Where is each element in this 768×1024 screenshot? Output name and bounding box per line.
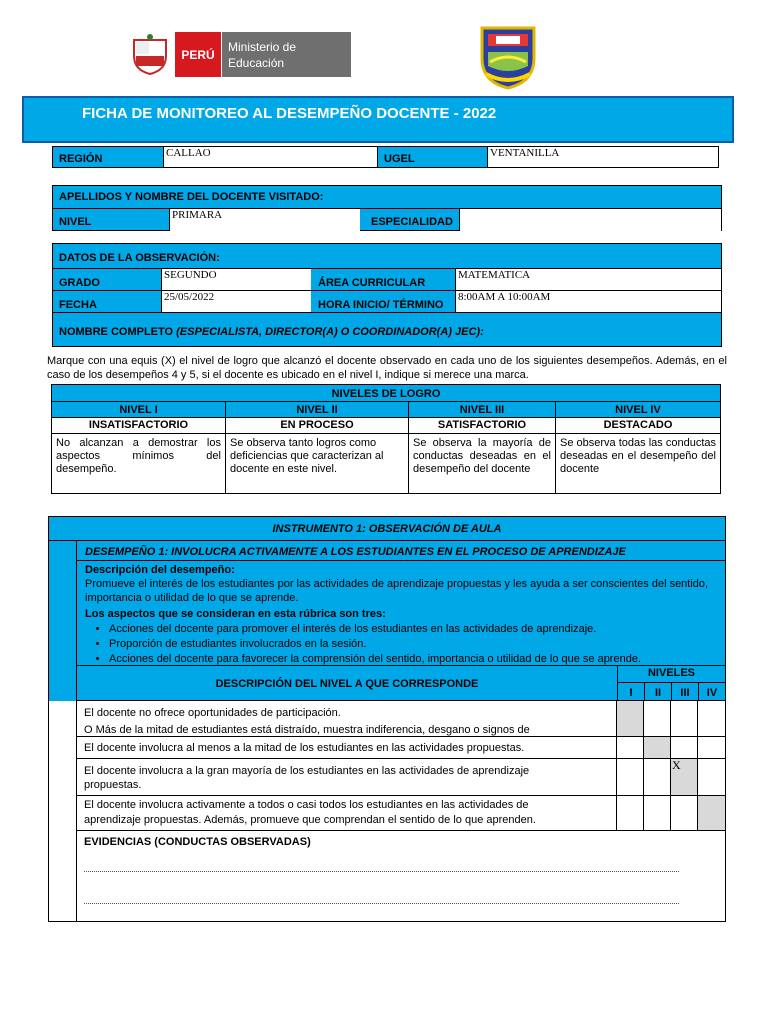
area-label: ÁREA CURRICULAR (318, 277, 426, 289)
performance-title-bar (76, 541, 725, 561)
level-4-desc: Se observa todas las conductas deseadas en el desempeño del docente (555, 434, 720, 493)
row-4-desc (84, 798, 614, 828)
teacher-name-label: APELLIDOS Y NOMBRE DEL DOCENTE VISITADO: (59, 191, 324, 203)
level-1-header: NIVEL I (52, 402, 225, 418)
row-3-level-2[interactable] (643, 759, 670, 795)
ugel-value[interactable]: VENTANILLA (487, 147, 718, 167)
aspects-list (85, 622, 717, 667)
level-col-4: IV (698, 682, 725, 701)
observer-paren: (ESPECIALISTA, DIRECTOR(A) O COORDINADOR(A) JEC): (176, 326, 484, 338)
observer-label-text: NOMBRE COMPLETO (59, 326, 174, 338)
observation-section (52, 243, 722, 347)
evidence-line (84, 903, 679, 904)
region-value[interactable]: CALLAO (163, 147, 377, 167)
row-1-line1: El docente no ofrece oportunidades de participación. (84, 707, 341, 719)
time-label: HORA INICIO/ TÉRMINO (318, 299, 444, 311)
row-1-level-4[interactable] (697, 701, 725, 736)
row-3-level-3[interactable] (670, 759, 697, 795)
row-2-level-1[interactable] (616, 737, 643, 758)
aspect-item: • Acciones del docente para promover el interés de los estudiantes en las actividades de aprendizaje. (109, 622, 717, 637)
teacher-section (52, 185, 722, 231)
level-2-name: EN PROCESO (225, 418, 408, 434)
table-row (77, 737, 725, 759)
ministry-box (222, 32, 351, 77)
level-4-name: DESTACADO (555, 418, 720, 434)
evidence-line (84, 871, 679, 872)
rubric-header (76, 665, 725, 701)
table-row (77, 701, 725, 737)
row-3-line1: El docente involucra a la gran mayoría de los estudiantes en las actividades de aprendizaje (84, 765, 530, 777)
region-label: REGIÓN (53, 147, 163, 167)
level-col-2: II (644, 682, 671, 701)
row-3-level-4[interactable] (697, 759, 725, 795)
instructions-text: Marque con una equis (X) el nivel de logro que alcanzó el docente observado en cada uno de los siguientes desempeños. Además, en el caso de los desempeños 4 y 5, si el docente es ubicado en el nivel I, indique si merece una marca. (47, 355, 727, 381)
observation-title: DATOS DE LA OBSERVACIÓN: (59, 252, 220, 264)
desc-label: Descripción del desempeño: (85, 564, 235, 576)
time-value[interactable]: 8:00AM A 10:00AM (455, 291, 721, 313)
level-3-name: SATISFACTORIO (408, 418, 555, 434)
row-1-line2: O Más de la mitad de estudiantes está distraído, muestra indiferencia, desgano o signos de (84, 724, 530, 736)
row-3-line2: propuestas. (84, 779, 142, 791)
selected-mark: X (672, 758, 681, 772)
level-4-header: NIVEL IV (555, 402, 720, 418)
observer-row (53, 312, 721, 346)
level-1-desc: No alcanzan a demostrar los aspectos mínimos del desempeño. (56, 437, 221, 475)
row-1-level-1[interactable] (616, 701, 643, 736)
location-row (52, 146, 719, 168)
level-2-desc: Se observa tanto logros como deficiencias que caracterizan al docente en este nivel. (225, 434, 408, 493)
row-4-level-1[interactable] (616, 796, 643, 830)
row-3-level-1[interactable] (616, 759, 643, 795)
evidence-label: EVIDENCIAS (CONDUCTAS OBSERVADAS) (84, 836, 311, 848)
evidence-area[interactable] (77, 831, 725, 921)
page-title: FICHA DE MONITOREO AL DESEMPEÑO DOCENTE - 2022 (82, 105, 497, 122)
teacher-row (53, 208, 721, 230)
row-1-desc (84, 705, 614, 739)
row-2-level-4[interactable] (697, 737, 725, 758)
title-banner (22, 96, 734, 143)
peru-brand-box (175, 32, 221, 77)
school-emblem-logo (478, 22, 538, 92)
grade-label: GRADO (59, 277, 100, 289)
level-1-name: INSATISFACTORIO (52, 418, 225, 434)
row-4-line1: El docente involucra activamente a todos o casi todos los estudiantes en las actividades de (84, 799, 529, 811)
rubric-header-desc: DESCRIPCIÓN DEL NIVEL A QUE CORRESPONDE (215, 678, 479, 690)
ministry-line2: Educación (228, 56, 285, 70)
specialty-value[interactable] (459, 209, 721, 231)
peru-shield-logo (128, 32, 172, 76)
row-4-level-3[interactable] (670, 796, 697, 830)
achievement-title: NIVELES DE LOGRO (52, 385, 720, 402)
row-2-level-3[interactable] (670, 737, 697, 758)
level-col-1: I (617, 682, 644, 701)
level-label: NIVEL (59, 216, 92, 228)
aspect-item: • Proporción de estudiantes involucrados en la sesión. (109, 637, 717, 652)
level-2-header: NIVEL II (225, 402, 408, 418)
instrument-title (49, 517, 725, 541)
date-row (53, 290, 721, 312)
grade-row (53, 268, 721, 290)
area-value[interactable]: MATEMATICA (455, 269, 721, 291)
levels-header: NIVELES (617, 666, 725, 682)
ugel-label: UGEL (377, 147, 487, 167)
desc-text: Promueve el interés de los estudiantes por las actividades de aprendizaje propuestas y les ayuda a ser conscientes del sentido, importancia o utilidad de lo que se aprende. (85, 578, 709, 604)
row-4-line2: aprendizaje propuestas. Además, promueve que comprendan el sentido de lo que aprenden. (84, 814, 536, 826)
aspects-label: Los aspectos que se consideran en esta rúbrica son tres: (85, 608, 386, 620)
ministry-line1: Ministerio de (228, 40, 297, 54)
date-label: FECHA (59, 299, 97, 311)
performance-body (76, 561, 725, 665)
grade-value[interactable]: SEGUNDO (161, 269, 311, 291)
instrument-title-text: INSTRUMENTO 1: OBSERVACIÓN DE AULA (272, 523, 502, 535)
achievement-table (51, 384, 721, 494)
level-value[interactable]: PRIMARA (169, 209, 360, 231)
instrument-section (48, 516, 726, 922)
row-4-level-2[interactable] (643, 796, 670, 830)
specialty-label: ESPECIALIDAD (371, 216, 453, 228)
row-1-level-2[interactable] (643, 701, 670, 736)
row-2-level-2[interactable] (643, 737, 670, 758)
row-2-desc: El docente involucra al menos a la mitad de los estudiantes en las actividades propuestas. (84, 742, 525, 754)
performance-title: DESEMPEÑO 1: INVOLUCRA ACTIVAMENTE A LOS ESTUDIANTES EN EL PROCESO DE APRENDIZAJE (85, 546, 626, 558)
row-4-level-4[interactable] (697, 796, 725, 830)
instrument-gutter (49, 517, 76, 701)
table-row (77, 759, 725, 796)
date-value[interactable]: 25/05/2022 (161, 291, 311, 313)
level-col-3: III (671, 682, 698, 701)
row-1-level-3[interactable] (670, 701, 697, 736)
level-3-desc: Se observa la mayoría de conductas deseadas en el desempeño del docente (408, 434, 555, 493)
level-3-header: NIVEL III (408, 402, 555, 418)
peru-label: PERÚ (181, 47, 215, 62)
observer-label (59, 326, 484, 338)
aspect-item: • Acciones del docente para favorecer la comprensión del sentido, importancia o utilidad de lo que se aprende. (109, 652, 717, 667)
row-3-desc (84, 764, 614, 792)
table-row (77, 796, 725, 831)
